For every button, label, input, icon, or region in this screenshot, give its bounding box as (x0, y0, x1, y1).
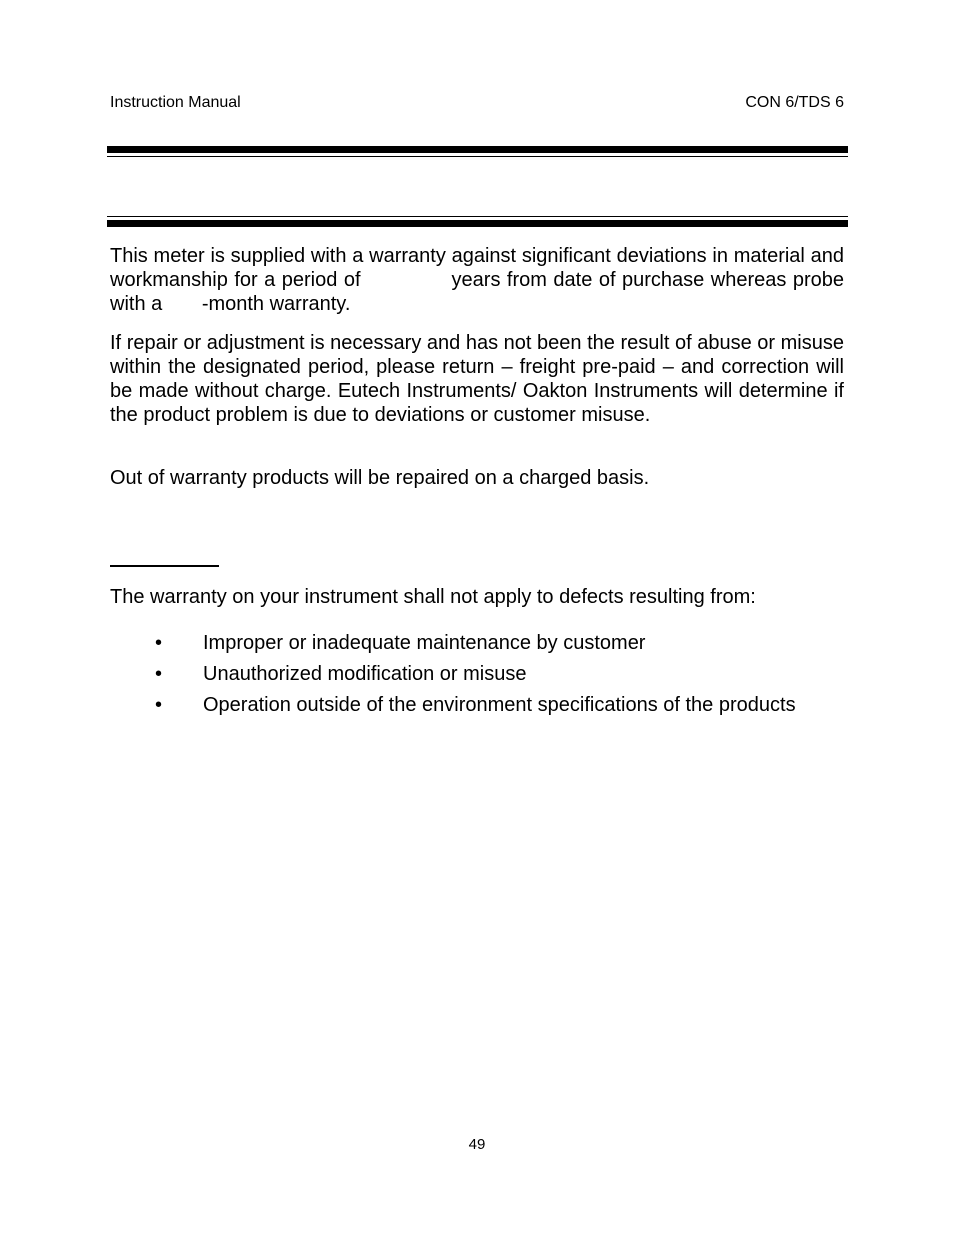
warranty-paragraph-1-part-b: years from date of purchase whereas probe with a (110, 269, 845, 315)
header-rule-thin (107, 156, 848, 157)
bullet-icon: • (155, 632, 163, 654)
section-rule-thin (107, 216, 848, 217)
warranty-paragraph-1-part-c: -month warranty. (201, 293, 351, 315)
exclusions-intro: The warranty on your instrument shall not apply to defects resulting from: (110, 586, 756, 608)
list-item (110, 662, 844, 693)
exclusions-list (110, 631, 844, 724)
list-item-text: Unauthorized modification or misuse (203, 663, 527, 685)
list-item-text: Improper or inadequate maintenance by customer (203, 632, 646, 654)
section-rule-thick (107, 220, 848, 227)
list-item (110, 693, 844, 724)
warranty-paragraph-1-part-a: This meter is supplied with a warranty against significant deviations in material and workmanship for a period of (110, 245, 844, 291)
warranty-paragraph-3: Out of warranty products will be repaired on a charged basis. (110, 467, 650, 489)
list-item (110, 631, 844, 662)
header-manual-title: Instruction Manual (110, 94, 241, 111)
header-rule-thick (107, 146, 848, 153)
bullet-icon: • (155, 663, 163, 685)
warranty-paragraph-2: If repair or adjustment is necessary and has not been the result of abuse or misuse within the designated period, please return – freight pre-paid – and correction will be made without charge. Eutech Instruments/ Oakton Instruments will determine if the product problem is due to deviations or customer misuse. (110, 332, 844, 426)
bullet-icon: • (155, 694, 163, 716)
page-number: 49 (468, 1136, 486, 1153)
warranty-paragraph-1 (110, 244, 844, 316)
subheading-underline (110, 565, 219, 567)
header-model: CON 6/TDS 6 (745, 94, 844, 111)
list-item-text: Operation outside of the environment specifications of the products (203, 694, 796, 716)
